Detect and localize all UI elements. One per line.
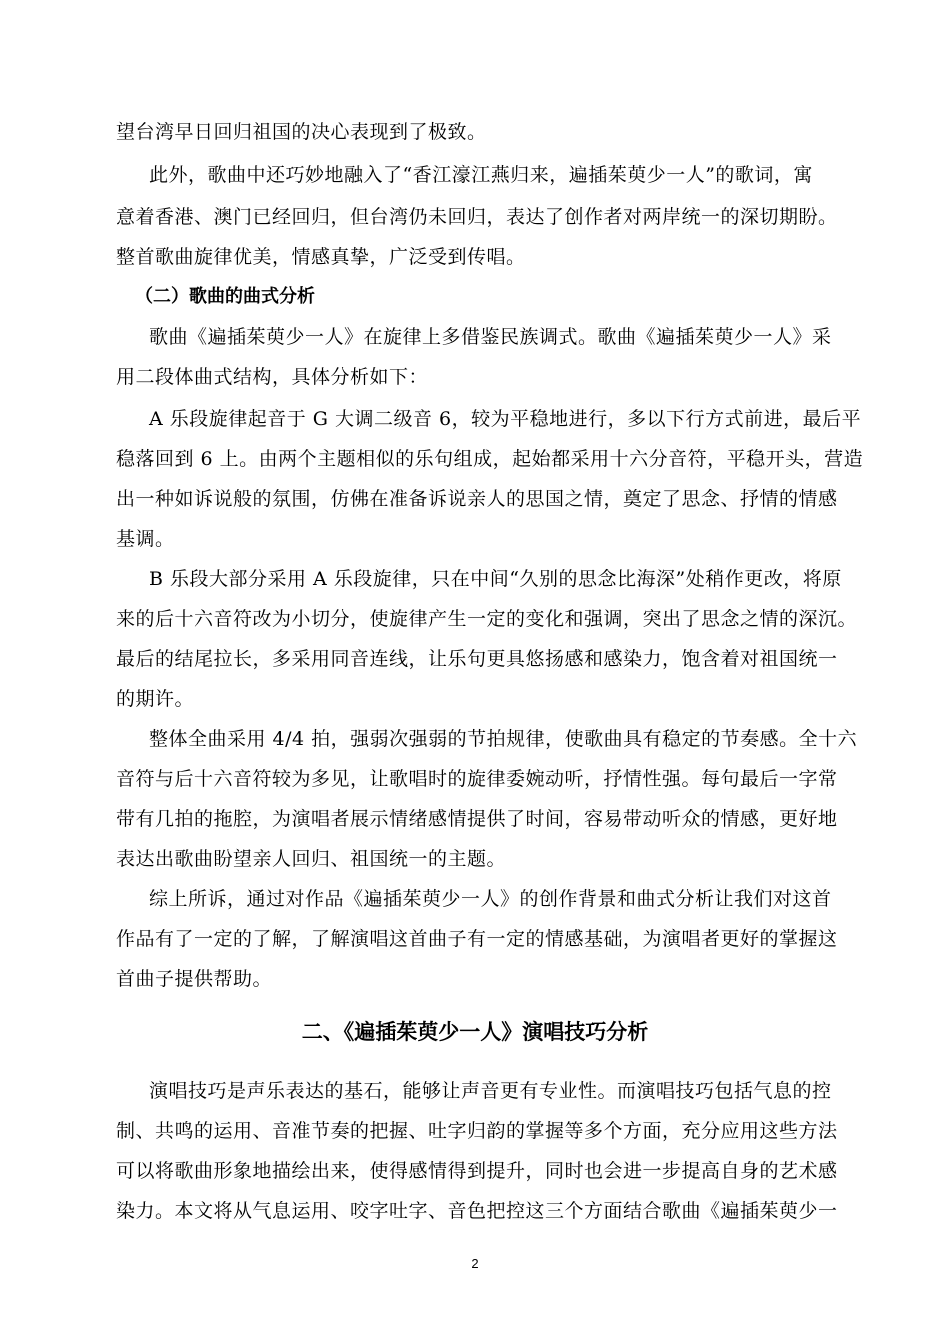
paragraph-line: 出一种如诉说般的氛围，仿佛在准备诉说亲人的思国之情，奠定了思念、抒情的情感 [116,488,838,510]
paragraph-line: 望台湾早日回归祖国的决心表现到了极致。 [116,121,487,143]
paragraph-line: 歌曲《遍插茱萸少一人》在旋律上多借鉴民族调式。歌曲《遍插茱萸少一人》采 [149,326,832,348]
paragraph-line: 整首歌曲旋律优美，情感真挚，广泛受到传唱。 [116,246,526,268]
paragraph-line: B 乐段大部分采用 A 乐段旋律，只在中间“久别的思念比海深”处稍作更改，将原 [149,568,842,590]
paragraph-line: 制、共鸣的运用、音准节奏的把握、吐字归韵的掌握等多个方面，充分应用这些方法 [116,1120,838,1142]
paragraph-line: 基调。 [116,528,175,550]
paragraph-line: 带有几拍的拖腔，为演唱者展示情绪感情提供了时间，容易带动听众的情感，更好地 [116,808,838,830]
paragraph-line: 来的后十六音符改为小切分，使旋律产生一定的变化和强调，突出了思念之情的深沉。 [116,608,858,630]
paragraph-line: 表达出歌曲盼望亲人回归、祖国统一的主题。 [116,848,507,870]
paragraph-line: 最后的结尾拉长，多采用同音连线，让乐句更具悠扬感和感染力，饱含着对祖国统一 [116,648,838,670]
paragraph-line: A 乐段旋律起音于 G 大调二级音 6，较为平稳地进行，多以下行方式前进，最后平 [149,408,862,430]
paragraph-line: 意着香港、澳门已经回归，但台湾仍未回归，表达了创作者对两岸统一的深切期盼。 [116,206,838,228]
paragraph-line: 的期许。 [116,688,195,710]
paragraph-line: 用二段体曲式结构，具体分析如下： [116,366,429,388]
paragraph-line: 演唱技巧是声乐表达的基石，能够让声音更有专业性。而演唱技巧包括气息的控 [149,1080,832,1102]
paragraph-line: 稳落回到 6 上。由两个主题相似的乐句组成，起始都采用十六分音符，平稳开头，营造 [116,448,864,470]
page-number: 2 [471,1256,479,1271]
paragraph-line: 染力。本文将从气息运用、咬字吐字、音色把控这三个方面结合歌曲《遍插茱萸少一 [116,1200,838,1222]
section-heading: 二、《遍插茱萸少一人》演唱技巧分析 [301,1020,649,1044]
paragraph-line: 整体全曲采用 4/4 拍，强弱次强弱的节拍规律，使歌曲具有稳定的节奏感。全十六 [149,728,858,750]
section-subheading: （二）歌曲的曲式分析 [135,286,315,307]
paragraph-line: 此外，歌曲中还巧妙地融入了“香江濠江燕归来，遍插茱萸少一人”的歌词，寓 [149,164,813,186]
paragraph-line: 音符与后十六音符较为多见，让歌唱时的旋律委婉动听，抒情性强。每句最后一字常 [116,768,838,790]
paragraph-line: 可以将歌曲形象地描绘出来，使得感情得到提升，同时也会进一步提高自身的艺术感 [116,1160,838,1182]
paragraph-line: 综上所诉，通过对作品《遍插茱萸少一人》的创作背景和曲式分析让我们对这首 [149,888,832,910]
paragraph-line: 首曲子提供帮助。 [116,968,273,990]
paragraph-line: 作品有了一定的了解，了解演唱这首曲子有一定的情感基础，为演唱者更好的掌握这 [116,928,838,950]
